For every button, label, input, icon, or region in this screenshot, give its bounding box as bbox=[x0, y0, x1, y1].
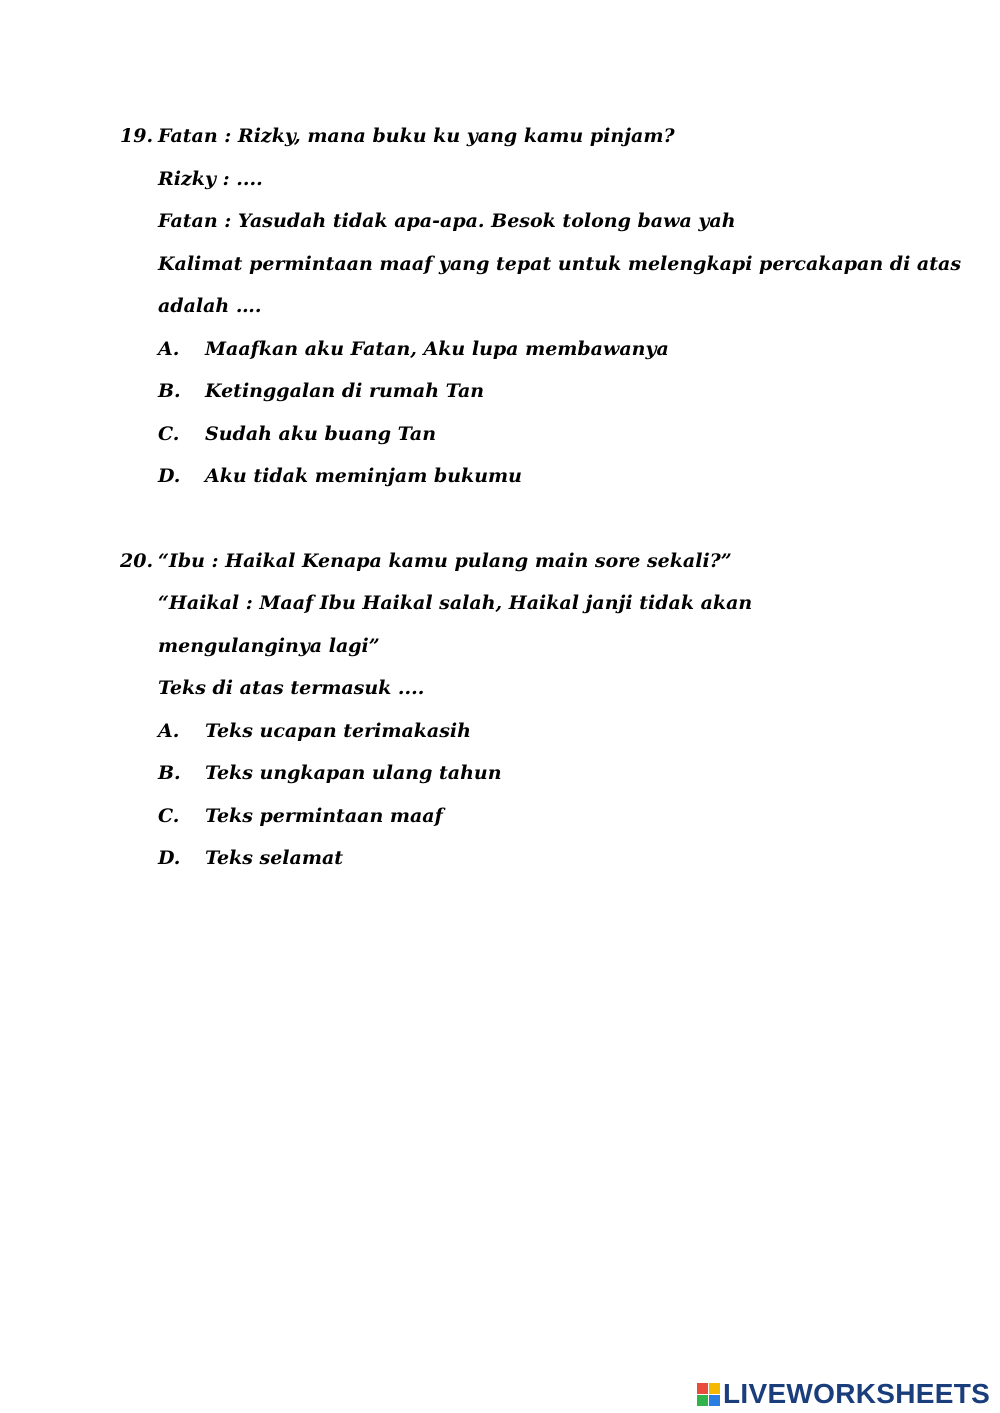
logo-square-blue bbox=[709, 1395, 720, 1406]
question-line: Fatan : Yasudah tidak apa-apa. Besok tolong bawa yah bbox=[158, 210, 736, 232]
question-number: 20. bbox=[120, 550, 154, 572]
option-letter: B. bbox=[158, 380, 181, 402]
option-text: Sudah aku buang Tan bbox=[205, 423, 437, 445]
option-text: Aku tidak meminjam bukumu bbox=[205, 465, 522, 487]
question-line: Fatan : Rizky, mana buku ku yang kamu pinjam? bbox=[158, 125, 675, 147]
question-line: Teks di atas termasuk .... bbox=[158, 677, 425, 699]
logo-square-yellow bbox=[709, 1383, 720, 1394]
question-line: “Haikal : Maaf Ibu Haikal salah, Haikal janji tidak akan bbox=[158, 592, 753, 614]
option-letter: A. bbox=[158, 720, 180, 742]
option-text: Teks ucapan terimakasih bbox=[205, 720, 471, 742]
option-letter: D. bbox=[158, 847, 181, 869]
option-letter: D. bbox=[158, 465, 181, 487]
question-line: Rizky : .... bbox=[158, 168, 263, 190]
liveworksheets-logo bbox=[697, 1378, 990, 1410]
liveworksheets-logo-text: LIVEWORKSHEETS bbox=[723, 1378, 991, 1409]
option-text: Teks selamat bbox=[205, 847, 344, 869]
question-line: “Ibu : Haikal Kenapa kamu pulang main sore sekali?” bbox=[158, 550, 732, 572]
option-letter: C. bbox=[158, 423, 180, 445]
question-line: Kalimat permintaan maaf yang tepat untuk melengkapi percakapan di atas bbox=[158, 253, 962, 275]
option-letter: C. bbox=[158, 805, 180, 827]
option-letter: B. bbox=[158, 762, 181, 784]
option-text: Teks permintaan maaf bbox=[205, 805, 443, 827]
option-text: Ketinggalan di rumah Tan bbox=[205, 380, 485, 402]
question-number: 19. bbox=[120, 125, 154, 147]
question-line: adalah …. bbox=[158, 295, 262, 317]
option-text: Teks ungkapan ulang tahun bbox=[205, 762, 502, 784]
option-letter: A. bbox=[158, 338, 180, 360]
question-line: mengulanginya lagi” bbox=[158, 635, 380, 657]
option-text: Maafkan aku Fatan, Aku lupa membawanya bbox=[205, 338, 669, 360]
liveworksheets-logo-icon bbox=[697, 1383, 720, 1406]
logo-square-green bbox=[697, 1395, 708, 1406]
logo-square-red bbox=[697, 1383, 708, 1394]
